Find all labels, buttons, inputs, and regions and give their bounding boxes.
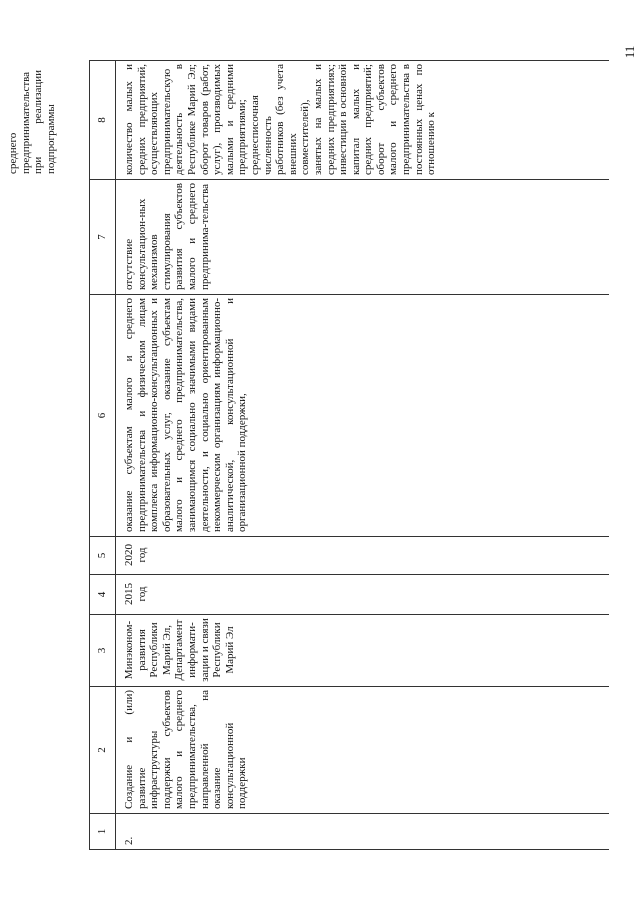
cell-start-year [115,575,609,615]
header-row [89,60,116,850]
cell-measure [115,687,609,814]
col-header-7: 7 [90,180,116,295]
row-number: 2. [123,836,135,845]
prev-row-indicator: среднего предпринимательства при реализации подпрограммы [7,70,57,174]
indicators: количество малых и средних предприятий, осуществляющих предпринимательскую деятельность в Республике Марий Эл; оборот товаров (работ, услуг), производимых малыми и средними предприятиями; среднесписочная численность работников (без учета внешних совместителей), занятых на малых и средних предприятиях; инвестиции в основной капитал малых и средних предприятий; оборот субъектов малого и среднего предпринимательства в постоянных ценах по отношению к [123,64,438,175]
program-table [7,60,609,850]
cell-number [115,814,609,850]
executor: Минэконом-развития Республики Марий Эл, Департамент информати-зации и связи Республики Марий Эл [123,618,236,682]
col-header-2: 2 [90,687,116,814]
cell-end-year [115,537,609,575]
table-row [115,60,609,850]
measure-name: Создание и (или) развитие инфраструктуры поддержки субъектов малого и среднего предпринимательства, направленной на оказание консультационной поддержки [123,690,249,809]
end-year: 2020 год [123,544,148,566]
col-header-3: 3 [90,615,116,687]
page-number: 11 [622,45,637,59]
cell-executor [115,615,609,687]
expected-result: оказание субъектам малого и среднего предпринимательства и физическим лицам комплекса информационно-консультационных и образовательных услуг, оказание субъектам малого и среднего предпринимательства, занимающимся социально значимыми видами деятельности, и социально ориентированным некоммерческим организациям информационно-аналитической, консультационной и организационной поддержки, [123,298,249,532]
col-header-1: 1 [90,814,116,850]
col-header-5: 5 [90,537,116,575]
cell-indicators [115,60,609,180]
col-header-4: 4 [90,575,116,615]
cell-expected-result [115,295,609,537]
col-header-8: 8 [90,60,116,180]
start-year: 2015 год [123,583,148,605]
cell-consequences [115,180,609,295]
col-header-6: 6 [90,295,116,537]
consequences: отсутствие консультацион-ных механизмов стимулирования развития субъектов малого и среднего предпринима-тельства [123,183,211,290]
